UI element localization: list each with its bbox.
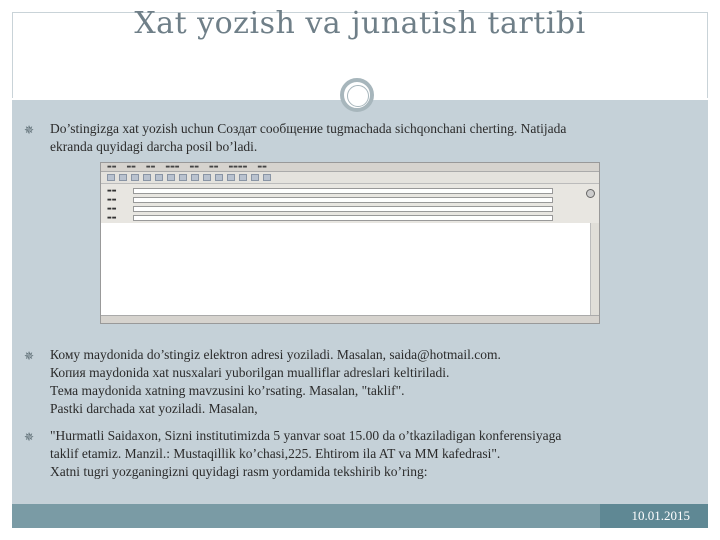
paragraph-letter-line3: Xatni tugri yozganingizni quyidagi rasm yordamida tekshirib ko’ring:: [50, 464, 428, 479]
compose-statusbar: [101, 315, 599, 323]
divider-ring-ornament: [340, 78, 374, 112]
paragraph-intro: [24, 120, 690, 156]
compose-toolbar: [101, 172, 599, 184]
wing-bullet-icon: ✵: [24, 123, 35, 137]
compose-scrollbar: [590, 223, 599, 323]
email-compose-window-screenshot: [100, 162, 600, 324]
paragraph-letter: [24, 427, 690, 481]
paragraph-fields-line2: Копия maydonida xat nusxalari yuborilgan mualliflar adreslari keltiriladi.: [50, 365, 450, 380]
compose-menubar: ▬▬ ▬▬ ▬▬ ▬▬▬ ▬▬ ▬▬ ▬▬▬▬ ▬▬: [101, 163, 599, 172]
compose-body-area: [101, 223, 599, 323]
paragraph-intro-line2: ekranda quyidagi darcha posil bo’ladi.: [50, 139, 258, 154]
paragraph-letter-line1: "Hurmatli Saidaxon, Sizni institutimizda 5 yanvar soat 15.00 da o’tkaziladigan konferensiyaga: [50, 428, 562, 443]
wing-bullet-icon: ✵: [24, 430, 35, 444]
paragraph-intro-line1: Do’stingizga xat yozish uchun Создат сообщение tugmachada sichqonchani cherting. Natijada: [50, 121, 567, 136]
slide-title: Xat yozish va junatish tartibi: [134, 6, 586, 41]
footer-date: 10.01.2015: [631, 508, 690, 523]
paragraph-letter-line2: taklif etamiz. Manzil.: Mustaqillik ko’chasi,225. Ehtirom ila AT va MM kafedrasi".: [50, 446, 501, 461]
globe-icon: [586, 189, 595, 198]
paragraph-fields-line1: Кому maydonida do’stingiz elektron adresi yoziladi. Masalan, saida@hotmail.com.: [50, 347, 501, 362]
paragraph-fields: [24, 346, 690, 418]
paragraph-fields-line3: Тема maydonida xatning mavzusini ko’rsating. Masalan, "taklif".: [50, 383, 405, 398]
compose-header-fields: ▬▬ ▬▬ ▬▬ ▬▬: [101, 184, 599, 225]
wing-bullet-icon: ✵: [24, 349, 35, 363]
paragraph-fields-line4: Pastki darchada xat yoziladi. Masalan,: [50, 401, 258, 416]
